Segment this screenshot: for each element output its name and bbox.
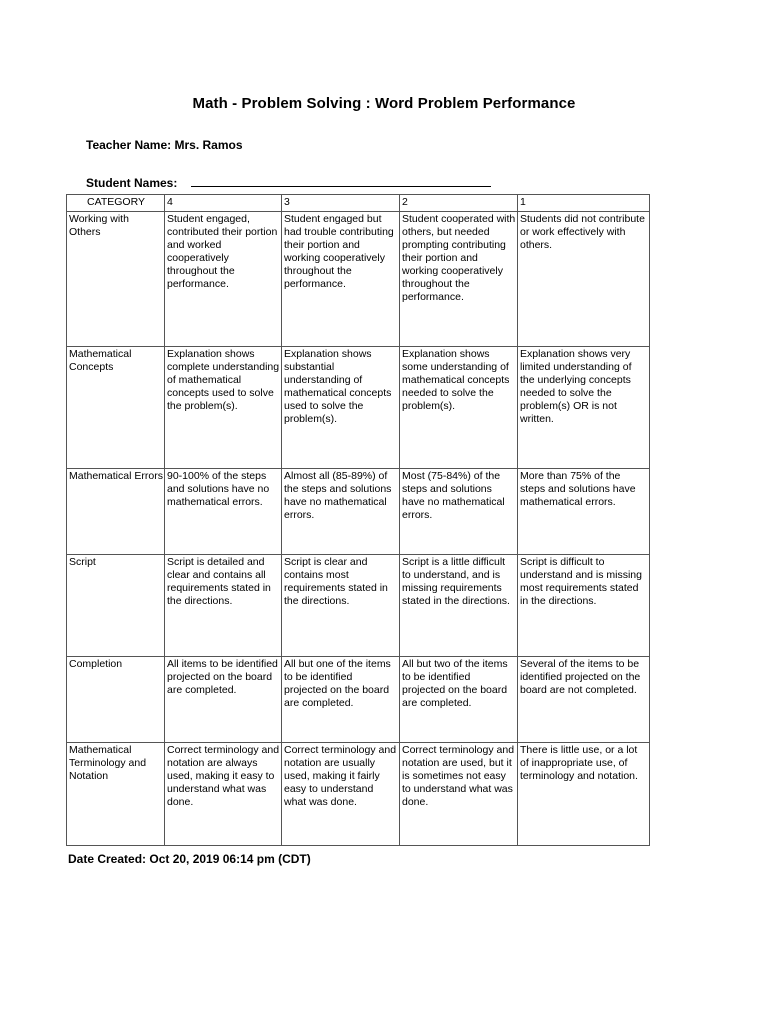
rubric-cell: There is little use, or a lot of inappropriate use, of terminology and notation.	[518, 743, 650, 846]
rubric-cell: Correct terminology and notation are always used, making it easy to understand what was done.	[165, 743, 282, 846]
rubric-cell: Students did not contribute or work effectively with others.	[518, 212, 650, 347]
rubric-cell: All items to be identified projected on the board are completed.	[165, 657, 282, 743]
rubric-cell: Explanation shows substantial understanding of mathematical concepts used to solve the problem(s).	[282, 347, 400, 469]
header-category: CATEGORY	[67, 195, 165, 212]
rubric-cell: Student cooperated with others, but needed prompting contributing their portion and working cooperatively throughout the performance.	[400, 212, 518, 347]
table-row	[67, 743, 650, 846]
rubric-cell: 90-100% of the steps and solutions have no mathematical errors.	[165, 469, 282, 555]
rubric-cell: Explanation shows very limited understanding of the underlying concepts needed to solve the problem(s) OR is not written.	[518, 347, 650, 469]
rubric-cell: Almost all (85-89%) of the steps and solutions have no mathematical errors.	[282, 469, 400, 555]
header-score-2: 2	[400, 195, 518, 212]
rubric-cell: Student engaged but had trouble contributing their portion and working cooperatively throughout the performance.	[282, 212, 400, 347]
header-score-1: 1	[518, 195, 650, 212]
rubric-cell: Correct terminology and notation are usually used, making it fairly easy to understand what was done.	[282, 743, 400, 846]
student-names-line	[86, 176, 491, 190]
row-category: Mathematical Concepts	[67, 347, 165, 469]
rubric-cell: Several of the items to be identified projected on the board are not completed.	[518, 657, 650, 743]
table-row	[67, 555, 650, 657]
rubric-cell: Explanation shows some understanding of mathematical concepts needed to solve the problem(s).	[400, 347, 518, 469]
row-category: Mathematical Errors	[67, 469, 165, 555]
rubric-cell: Correct terminology and notation are used, but it is sometimes not easy to understand what was done.	[400, 743, 518, 846]
header-score-4: 4	[165, 195, 282, 212]
table-row	[67, 347, 650, 469]
row-category: Script	[67, 555, 165, 657]
rubric-cell: Student engaged, contributed their portion and worked cooperatively throughout the performance.	[165, 212, 282, 347]
rubric-cell: More than 75% of the steps and solutions have mathematical errors.	[518, 469, 650, 555]
rubric-cell: All but two of the items to be identified projected on the board are completed.	[400, 657, 518, 743]
student-names-label: Student Names:	[86, 176, 178, 190]
rubric-cell: Script is detailed and clear and contains all requirements stated in the directions.	[165, 555, 282, 657]
table-row	[67, 212, 650, 347]
row-category: Mathematical Terminology and Notation	[67, 743, 165, 846]
table-header-row	[67, 195, 650, 212]
row-category: Working with Others	[67, 212, 165, 347]
student-names-blank	[191, 176, 491, 187]
teacher-name: Teacher Name: Mrs. Ramos	[86, 138, 243, 152]
rubric-cell: Script is a little difficult to understand, and is missing requirements stated in the directions.	[400, 555, 518, 657]
rubric-cell: All but one of the items to be identified projected on the board are completed.	[282, 657, 400, 743]
rubric-cell: Most (75-84%) of the steps and solutions have no mathematical errors.	[400, 469, 518, 555]
document-title: Math - Problem Solving : Word Problem Performance	[192, 95, 576, 112]
table-row	[67, 657, 650, 743]
table-row	[67, 469, 650, 555]
date-created: Date Created: Oct 20, 2019 06:14 pm (CDT)	[68, 852, 311, 866]
row-category: Completion	[67, 657, 165, 743]
rubric-cell: Script is difficult to understand and is missing most requirements stated in the directions.	[518, 555, 650, 657]
rubric-table	[66, 194, 650, 846]
rubric-cell: Script is clear and contains most requirements stated in the directions.	[282, 555, 400, 657]
rubric-cell: Explanation shows complete understanding of mathematical concepts used to solve the problem(s).	[165, 347, 282, 469]
header-score-3: 3	[282, 195, 400, 212]
